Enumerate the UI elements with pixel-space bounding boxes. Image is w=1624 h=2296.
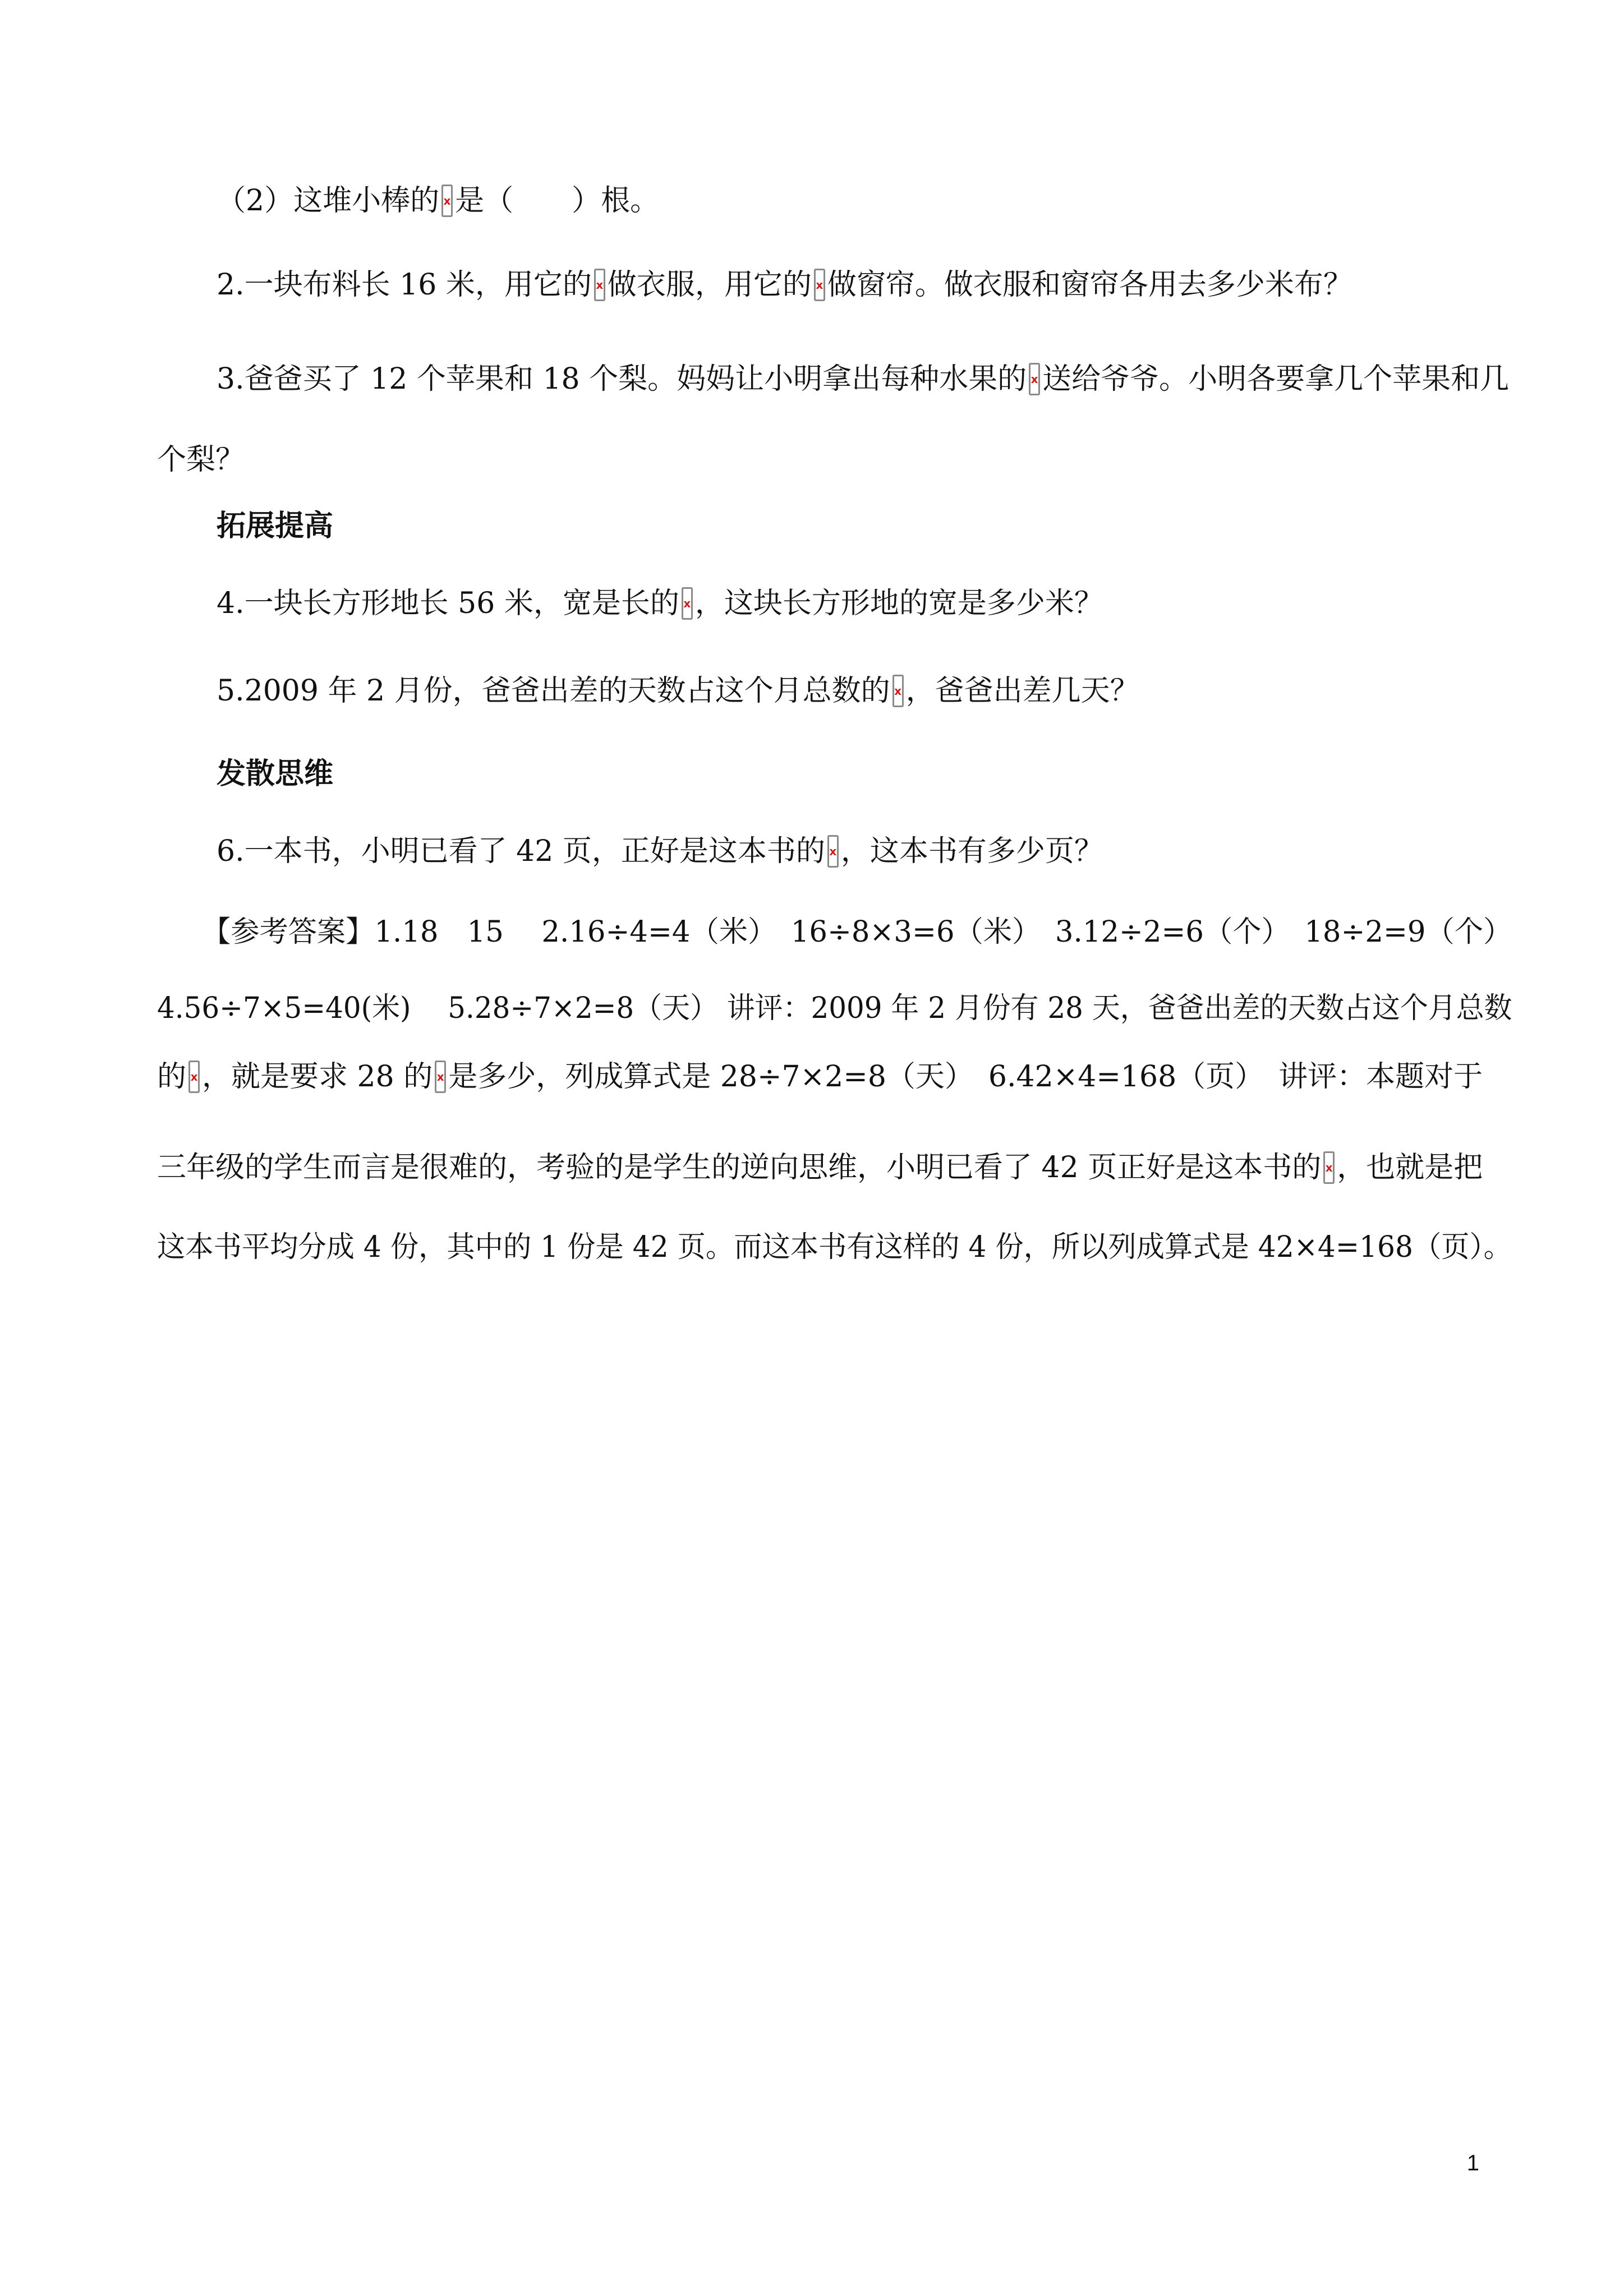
question-1-2: （2）这堆小棒的 x 是（ ）根。	[217, 184, 660, 218]
page-number: 1	[1466, 2151, 1479, 2175]
broken-fraction-image-icon: x	[892, 675, 904, 707]
answer-line-4: 三年级的学生而言是很难的，考验的是学生的逆向思维，小明已看了 42 页正好是这本书的 x ，也就是把	[157, 1151, 1483, 1184]
broken-fraction-image-icon: x	[814, 269, 825, 301]
answer-line-1: 【参考答案】1.18 15 2.16÷4=4（米） 16÷8×3=6（米） 3.12÷2=6（个） 18÷2=9（个）	[202, 915, 1512, 949]
answer-line-3: 的 x ，就是要求 28 的 x 是多少，列成算式是 28÷7×2=8（天） 6.42×4=168（页） 讲评：本题对于	[157, 1060, 1483, 1094]
broken-fraction-image-icon: x	[435, 1061, 446, 1093]
answer-line-2: 4.56÷7×5=40(米) 5.28÷7×2=8（天） 讲评：2009 年 2 月份有 28 天，爸爸出差的天数占这个月总数	[157, 992, 1512, 1025]
broken-fraction-image-icon: x	[188, 1061, 200, 1093]
section-heading-extension: 拓展提高	[217, 509, 334, 543]
question-3: 3.爸爸买了 12 个苹果和 18 个梨。妈妈让小明拿出每种水果的 x 送给爷爷。小明各要拿几个苹果和几	[217, 362, 1510, 396]
broken-fraction-image-icon: x	[594, 269, 605, 301]
broken-fraction-image-icon: x	[1323, 1151, 1335, 1184]
question-5: 5.2009 年 2 月份，爸爸出差的天数占这个月总数的 x ，爸爸出差几天？	[217, 674, 1139, 708]
broken-fraction-image-icon: x	[441, 185, 453, 217]
broken-fraction-image-icon: x	[1029, 363, 1040, 395]
broken-fraction-image-icon: x	[682, 587, 693, 620]
answer-line-5: 这本书平均分成 4 份，其中的 1 份是 42 页。而这本书有这样的 4 份，所以列成算式是 42×4=168（页）。	[157, 1230, 1512, 1264]
question-4: 4.一块长方形地长 56 米，宽是长的 x ，这块长方形地的宽是多少米？	[217, 587, 1103, 620]
broken-fraction-image-icon: x	[827, 835, 839, 868]
question-3-continued: 个梨？	[157, 443, 245, 477]
question-2: 2.一块布料长 16 米，用它的 x 做衣服，用它的 x 做窗帘。做衣服和窗帘各用去多少米布？	[217, 268, 1352, 302]
section-heading-divergent: 发散思维	[217, 757, 334, 791]
question-6: 6.一本书，小明已看了 42 页，正好是这本书的 x ，这本书有多少页？	[217, 835, 1103, 868]
